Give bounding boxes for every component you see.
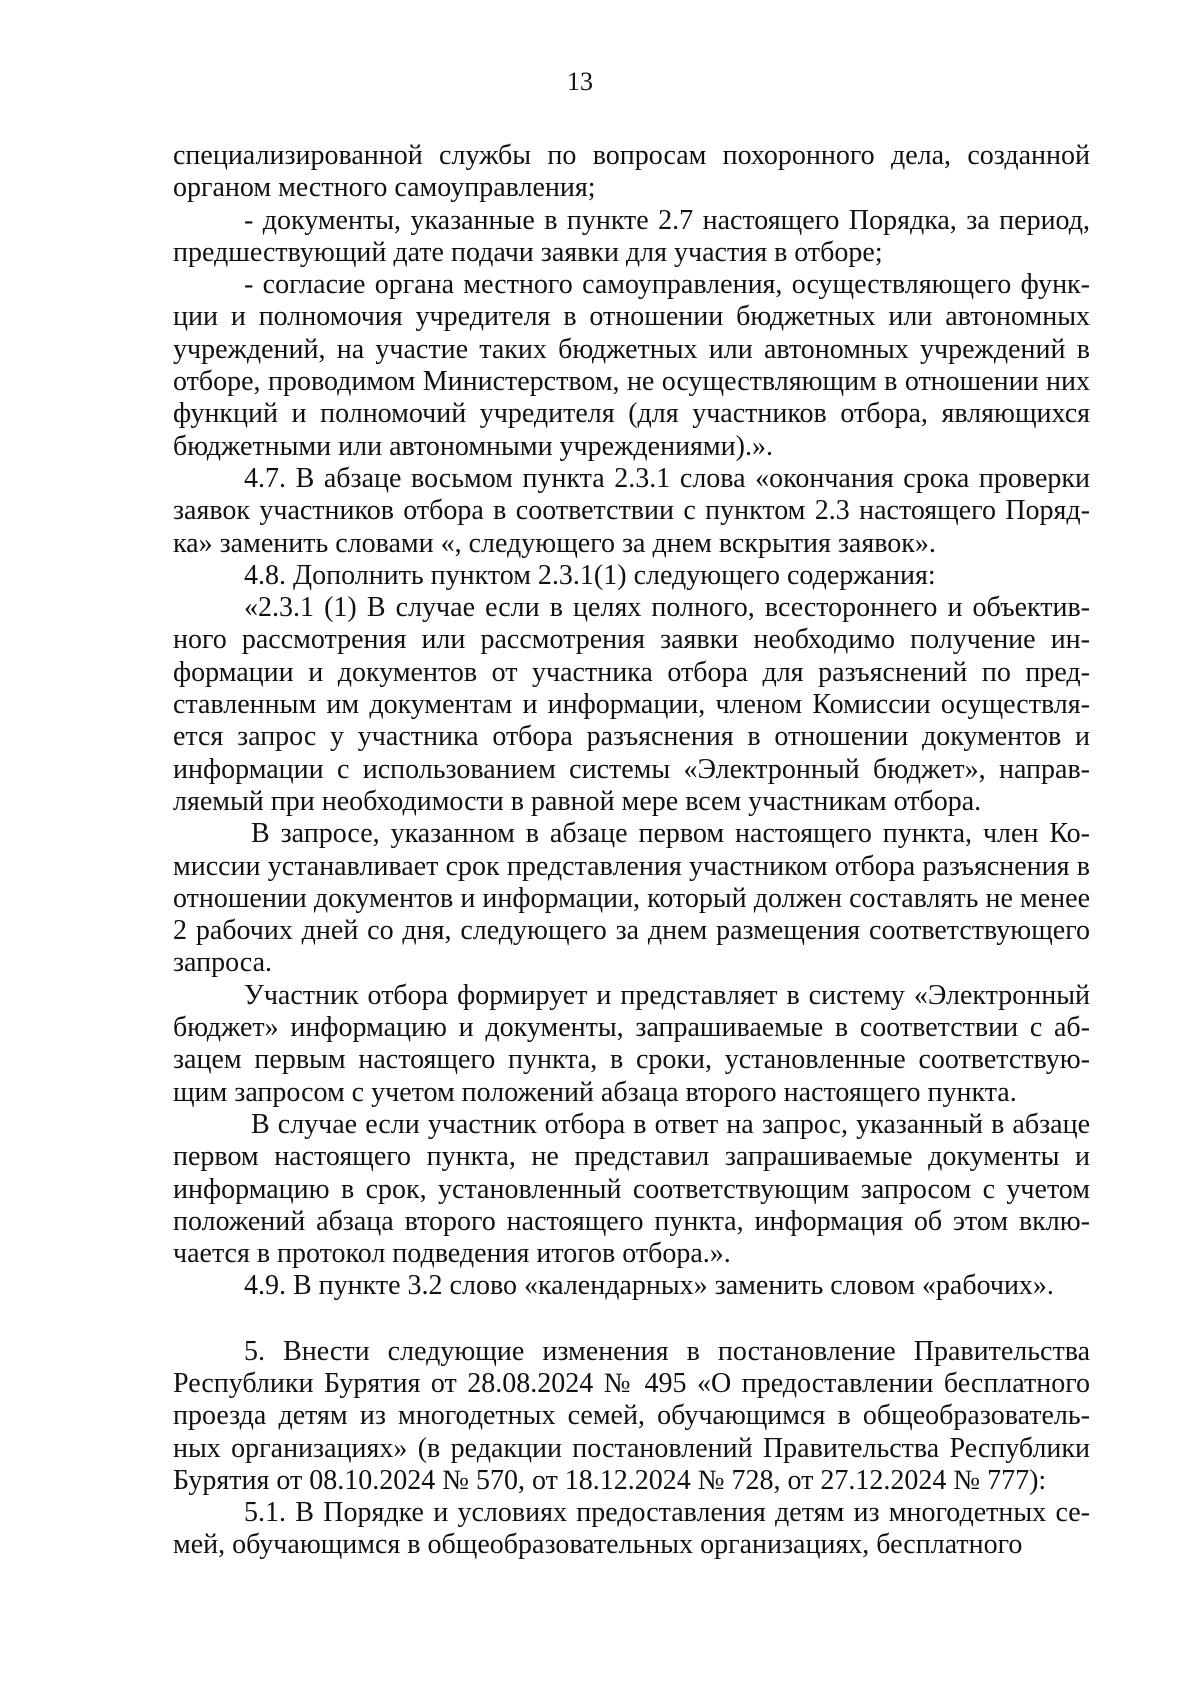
paragraph-5: 5. Внести следующие изменения в постановление Правительства Республики Бурятия от 28.08.2024 № 495 «О предоставлении бесплатного проезда детям из многодетных семей, обучающимся в общеобразовательных организациях» (в редакции постановлений Правительства Республики Бурятия от 08.10.2024 № 570, от 18.12.2024 № 728, от 27.12.2024 № 777): (173, 1335, 1090, 1496)
paragraph-4-7: 4.7. В абзаце восьмом пункта 2.3.1 слова «окончания срока проверки заявок участников отбора в соответствии с пунктом 2.3 настоящего Порядка» заменить словами «, следующего за днем вскрытия заявок». (173, 462, 1090, 559)
paragraph-participant-submits: Участник отбора формирует и представляет в систему «Электронный бюджет» информацию и документы, запрашиваемые в соответствии с абзацем первым настоящего пункта, в сроки, установленные соответствующим запросом с учетом положений абзаца второго настоящего пункта. (173, 979, 1090, 1108)
paragraph-5-1: 5.1. В Порядке и условиях предоставления детям из многодетных семей, обучающимся в общеобразовательных организациях, бесплатного (173, 1497, 1090, 1561)
page-number: 13 (567, 67, 593, 96)
paragraph-4-8: 4.8. Дополнить пунктом 2.3.1(1) следующего содержания: (244, 559, 936, 591)
paragraph-list-item-consent: - согласие органа местного самоуправления, осуществляющего функции и полномочия учредителя в отношении бюджетных или автономных учреждений, на участие таких бюджетных или автономных учреждений в отборе, проводимом Министерством, не осуществляющим в отношении них функций и полномочий учредителя (для участников отбора, являющихся бюджетными или автономными учреждениями).». (173, 269, 1090, 462)
paragraph-list-item-documents: - документы, указанные в пункте 2.7 настоящего Порядка, за период, предшествующий дате подачи заявки для участия в отборе; (173, 204, 1090, 268)
paragraph-not-submitted: В случае если участник отбора в ответ на запрос, указанный в абзаце первом настоящего пункта, не представил запрашиваемые документы и информацию в срок, установленный соответствующим запросом с учетом положений абзаца второго настоящего пункта, информация об этом включается в протокол подведения итогов отбора.». (173, 1108, 1090, 1270)
paragraph-continuation: специализированной службы по вопросам похоронного дела, созданной органом местного самоуправления; (173, 140, 1090, 204)
paragraph-4-9: 4.9. В пункте 3.2 слово «календарных» заменить словом «рабочих». (244, 1270, 1054, 1302)
paragraph-request-term: В запросе, указанном в абзаце первом настоящего пункта, член Комиссии устанавливает срок представления участником отбора разъяснения в отношении документов и информации, который должен составлять не менее 2 рабочих дней со дня, следующего за днем размещения соответствующего запроса. (173, 818, 1090, 979)
document-body (173, 140, 1090, 1562)
paragraph-2-3-1-1: «2.3.1 (1) В случае если в целях полного, всестороннего и объективного рассмотрения или рассмотрения заявки необходимо получение информации и документов от участника отбора для разъяснений по представленным им документам и информации, членом Комиссии осуществляется запрос у участника отбора разъяснения в отношении документов и информации с использованием системы «Электронный бюджет», направляемый при необходимости в равной мере всем участникам отбора. (173, 592, 1090, 817)
